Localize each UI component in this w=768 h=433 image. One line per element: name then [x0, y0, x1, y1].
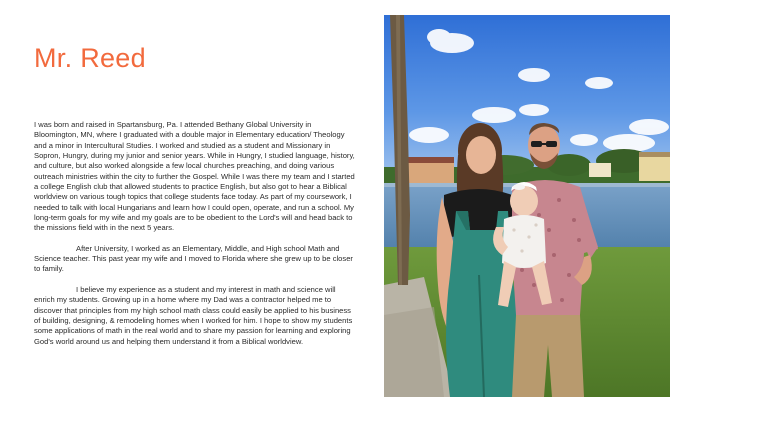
bio-paragraph-3: I believe my experience as a student and my interest in math and science will enrich my students. Growing up in a home where my Dad was a contractor helped me to discover that principles from my high school math class could easily be applied to his business of building, designing, & remodeling homes when I worked for him. I hope to show my students some applications of math in the real world and to share my passion for learning and exploring God's world around us and helping them understand it from a Biblical worldview.: [34, 284, 353, 346]
bio-text: [34, 120, 356, 357]
bio-paragraph-1: I was born and raised in Spartansburg, Pa. I attended Bethany Global University in Bloomington, MN, where I graduated with a double major in Elementary education/ Theology and a minor in Intercultural Studies. I worked and studied as a student and Missionary in Sopron, Hungry, during my junior and senior years. While in Hungry, I studied language, history, and culture, but also worked alongside a few local churches preaching, and doing various outreach ministries within the city to further the Gospel. While I was there my team and I started a college English club that allowed students to practice English, but also got to hear a Biblical worldview on various tough topics that college students face today. As part of my coursework, I needed to talk with local Hungarians and learn how I could open, operate, and run a school. My long-term goals for my wife and my goals are to be obedient to the Lord's will and head back to the missions field with in the next 5 years.: [34, 120, 355, 233]
page-title: Mr. Reed: [34, 43, 146, 73]
bio-paragraph-2: After University, I worked as an Elementary, Middle, and High school Math and Science teacher. This past year my wife and I moved to Florida where she grew up to be closer to family.: [34, 243, 353, 274]
family-photo: [384, 15, 670, 397]
